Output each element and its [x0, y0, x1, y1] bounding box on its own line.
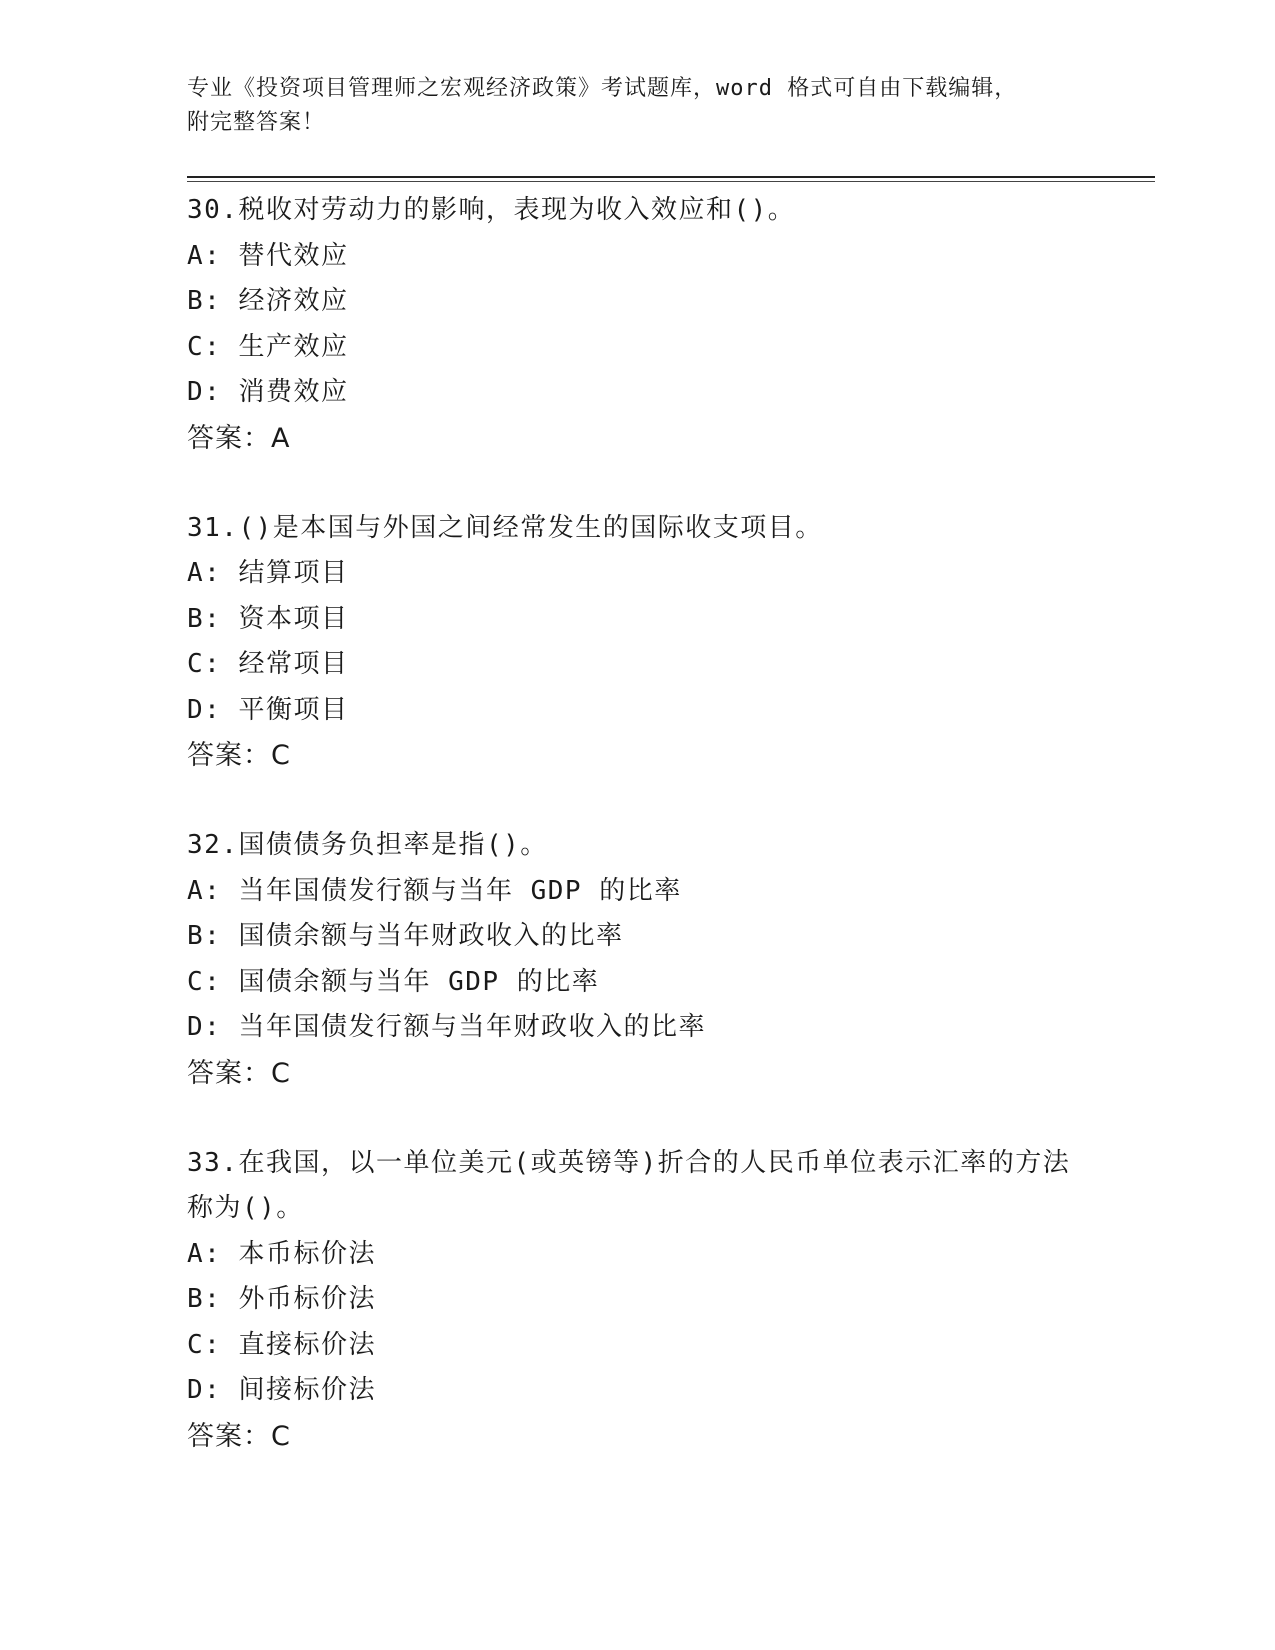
answer-line: 答案：C [187, 1057, 291, 1089]
header-intro-line-2: 附完整答案！ [187, 110, 326, 135]
option-d: D: 消费效应 [187, 377, 349, 407]
answer-line: 答案：A [187, 422, 291, 454]
question-stem: 32.国债债务负担率是指()。 [187, 830, 548, 860]
header-divider-thick [187, 176, 1155, 178]
question-30 [187, 188, 1107, 462]
option-c: C: 生产效应 [187, 331, 349, 362]
question-list [187, 188, 1107, 1504]
option-b: B: 资本项目 [187, 603, 349, 634]
option-c: C: 直接标价法 [187, 1329, 376, 1360]
question-stem: 31.()是本国与外国之间经常发生的国际收支项目。 [187, 512, 823, 543]
option-c: C: 国债余额与当年 GDP 的比率 [187, 966, 600, 997]
option-d: D: 间接标价法 [187, 1375, 376, 1405]
question-stem: 30.税收对劳动力的影响，表现为收入效应和()。 [187, 195, 796, 225]
option-c: C: 经常项目 [187, 649, 349, 679]
answer-line: 答案：C [187, 740, 291, 771]
option-d: D: 平衡项目 [187, 694, 349, 725]
header-divider-thin [187, 181, 1155, 182]
option-a: A: 替代效应 [187, 240, 349, 271]
header-intro-line-1: 专业《投资项目管理师之宏观经济政策》考试题库，word 格式可自由下载编辑， [187, 76, 1018, 101]
option-b: B: 国债余额与当年财政收入的比率 [187, 921, 624, 951]
option-a: A: 本币标价法 [187, 1238, 376, 1269]
question-32 [187, 823, 1107, 1097]
option-a: A: 结算项目 [187, 558, 349, 588]
option-a: A: 当年国债发行额与当年 GDP 的比率 [187, 875, 682, 906]
option-d: D: 当年国债发行额与当年财政收入的比率 [187, 1012, 706, 1042]
option-b: B: 外币标价法 [187, 1284, 376, 1314]
option-b: B: 经济效应 [187, 286, 349, 316]
question-stem: 33.在我国，以一单位美元(或英镑等)折合的人民币单位表示汇率的方法称为()。 [187, 1147, 1071, 1223]
question-33 [187, 1141, 1107, 1460]
header-intro [187, 72, 1087, 140]
question-31 [187, 506, 1107, 780]
answer-line: 答案：C [187, 1420, 291, 1452]
